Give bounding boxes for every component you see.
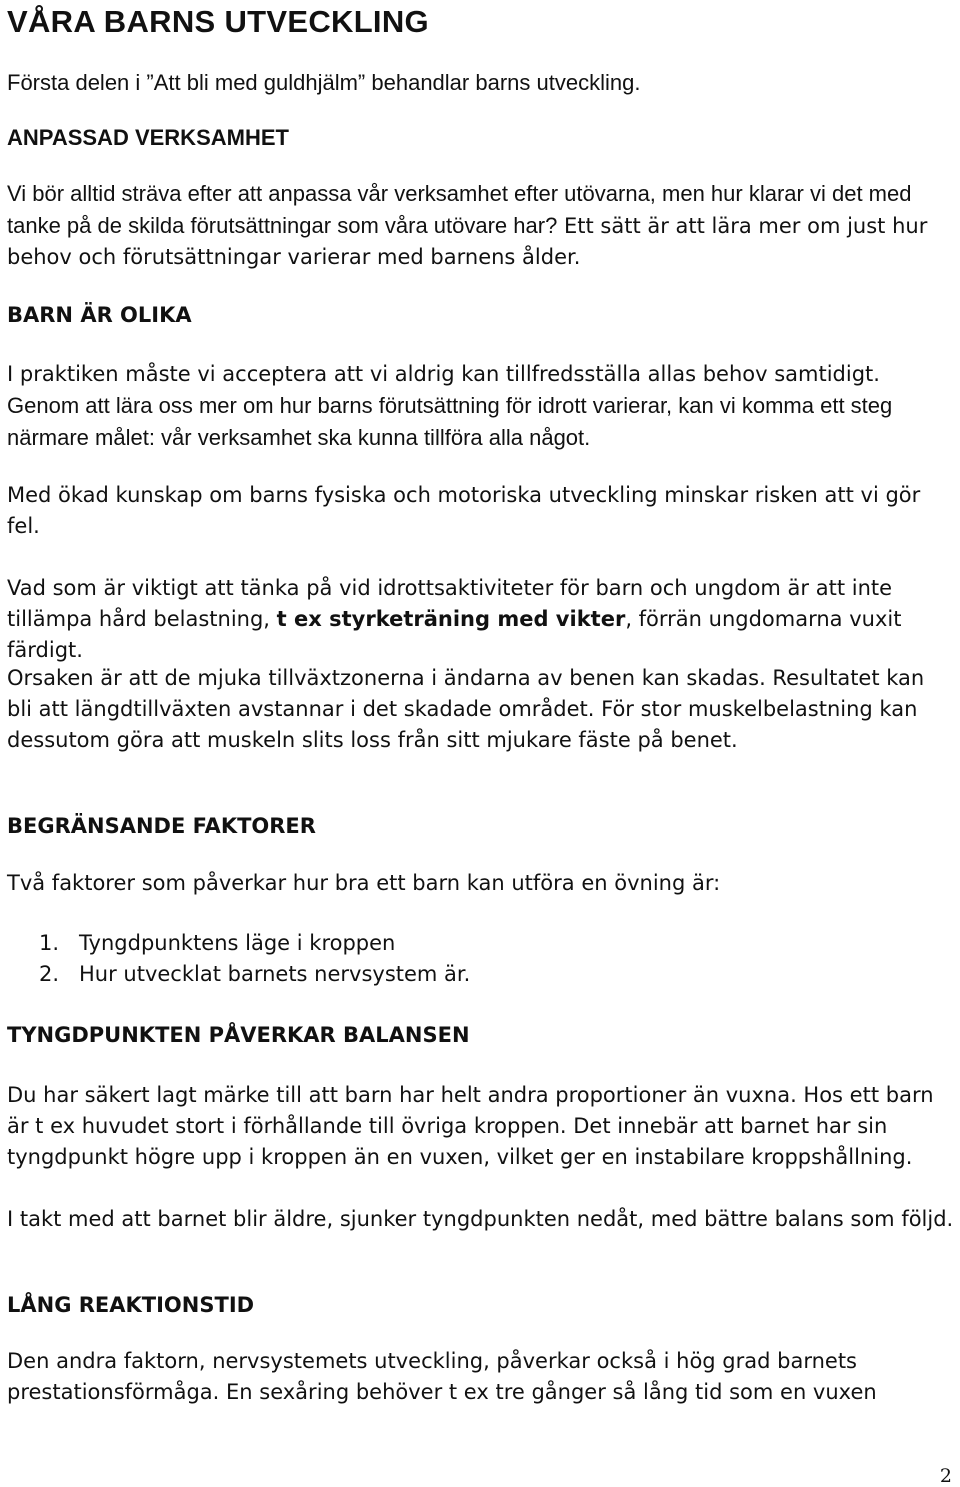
section-heading-anpassad-verksamhet: ANPASSAD VERKSAMHET: [7, 125, 289, 150]
barn-olika-paragraph-4: Orsaken är att de mjuka tillväxtzonerna i ändarna av benen kan skadas. Resultatet kan bli att längdtillväxten avstannar i det skadade området. För stor muskelbelastning kan dessutom göra att muskeln slits loss från sitt mjukare fäste på benet.: [7, 666, 925, 752]
paragraph-3-end: , förrän ungdomarna vuxit färdigt.: [7, 607, 902, 662]
reaktionstid-paragraph: Den andra faktorn, nervsystemets utveckling, påverkar också i hög grad barnets prestationsförmåga. En sexåring behöver t ex tre gånger så lång tid som en vuxen: [7, 1349, 877, 1404]
list-item-number: 1.: [39, 931, 60, 955]
list-item: [39, 959, 470, 990]
intro-paragraph: Första delen i ”Att bli med guldhjälm” behandlar barns utveckling.: [7, 70, 641, 95]
barn-olika-text-arial: Genom att lära oss mer om hur barns förutsättning för idrott varierar, kan vi komma ett steg närmare målet: vår verksamhet ska kunna tillföra alla något.: [7, 393, 893, 450]
tyngdpunkten-paragraph-1: Du har säkert lagt märke till att barn har helt andra proportioner än vuxna. Hos ett barn är t ex huvudet stort i förhållande till övriga kroppen. Det innebär att barnet har sin tyngdpunkt högre upp i kroppen än en vuxen, vilket ger en instabilare kroppshållning.: [7, 1083, 934, 1169]
anpassad-text-arial: Vi bör alltid sträva efter att anpassa vår verksamhet efter utövarna, men hur klarar vi det med tanke på de skilda förutsättningar som våra utövare har?: [7, 181, 912, 238]
anpassad-text-verdana: Ett sätt är att lära mer om just hur behov och förutsättningar varierar med barnens ålder.: [7, 214, 928, 269]
section-heading-tyngdpunkten: TYNGDPUNKTEN PÅVERKAR BALANSEN: [7, 1023, 470, 1047]
list-item: [39, 928, 395, 959]
paragraph-3-start: Vad som är viktigt att tänka på vid idrottsaktiviteter för barn och ungdom är att inte tillämpa hård belastning,: [7, 576, 893, 631]
begransande-paragraph: Två faktorer som påverkar hur bra ett barn kan utföra en övning är:: [7, 871, 721, 895]
paragraph-3-bold: t ex styrketräning med vikter: [276, 607, 626, 631]
barn-olika-paragraph-1: [7, 358, 954, 454]
barn-olika-text-verdana: I praktiken måste vi acceptera att vi aldrig kan tillfredsställa allas behov samtidigt.: [7, 362, 880, 386]
anpassad-paragraph: [7, 178, 954, 273]
barn-olika-paragraph-3: [7, 573, 954, 666]
list-item-number: 2.: [39, 962, 60, 986]
section-heading-begransande-faktorer: BEGRÄNSANDE FAKTORER: [7, 814, 316, 838]
section-heading-lang-reaktionstid: LÅNG REAKTIONSTID: [7, 1293, 255, 1317]
page-number: 2: [939, 1465, 952, 1487]
barn-olika-paragraph-2: Med ökad kunskap om barns fysiska och motoriska utveckling minskar risken att vi gör fel.: [7, 483, 921, 538]
section-heading-barn-ar-olika: BARN ÄR OLIKA: [7, 303, 192, 327]
tyngdpunkten-paragraph-2: I takt med att barnet blir äldre, sjunker tyngdpunkten nedåt, med bättre balans som följd.: [7, 1207, 954, 1231]
list-item-label: Hur utvecklat barnets nervsystem är.: [79, 962, 471, 986]
list-item-label: Tyngdpunktens läge i kroppen: [79, 931, 396, 955]
page-title: VÅRA BARNS UTVECKLING: [7, 4, 429, 39]
